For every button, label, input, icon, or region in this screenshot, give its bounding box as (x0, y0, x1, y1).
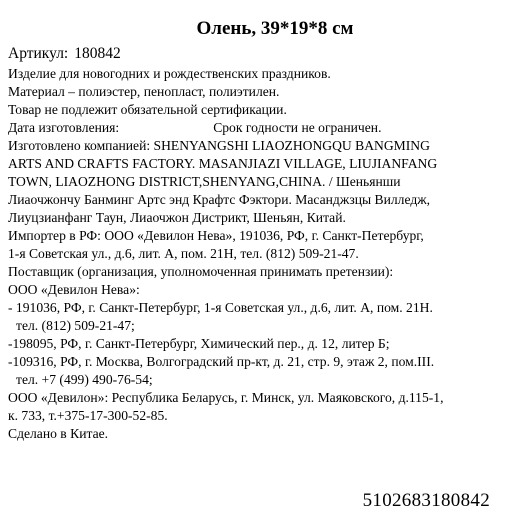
label-body (8, 44, 523, 443)
article-number: 180842 (74, 45, 121, 62)
manufacture-date-label: Дата изготовления: (8, 120, 120, 135)
supplier-address-2: -198095, РФ, г. Санкт-Петербург, Химический пер., д. 12, литер Б; (8, 336, 390, 351)
supplier-phone-2: тел. +7 (499) 490-76-54; (16, 372, 153, 387)
importer-line-1: Импортер в РФ: ООО «Девилон Нева», 191036, РФ, г. Санкт-Петербург, (8, 228, 424, 243)
manufacturer-line-2: ARTS AND CRAFTS FACTORY. MASANJIAZI VILLAGE, LIUJIANFANG (8, 156, 438, 171)
manufacturer-line-4: Лиаочжончу Банминг Артс энд Крафтс Фэктори. Масанджзцы Вилледж, (8, 192, 431, 207)
certification-line: Товар не подлежит обязательной сертификации. (8, 102, 287, 117)
supplier-address-3: -109316, РФ, г. Москва, Волгоградский пр-кт, д. 21, стр. 9, этаж 2, пом.III. (8, 354, 435, 369)
manufacturer-line-5: Лиуцзианфанг Таун, Лиаочжон Дистрикт, Шеньян, Китай. (8, 210, 346, 225)
manufacturer-line-3: TOWN, LIAOZHONG DISTRICT,SHENYANG,CHINA. / Шеньянши (8, 174, 401, 189)
supplier-address-1: - 191036, РФ, г. Санкт-Петербург, 1-я Советская ул., д.6, лит. А, пом. 21Н. (8, 300, 433, 315)
supplier-phone-1: тел. (812) 509-21-47; (16, 318, 135, 333)
product-title: Олень, 39*19*8 см (196, 18, 354, 39)
belarus-line-2: к. 733, т.+375-17-300-52-85. (8, 408, 168, 423)
material-line: Материал – полиэстер, пенопласт, полиэтилен. (8, 84, 280, 99)
belarus-line-1: ООО «Девилон»: Республика Беларусь, г. Минск, ул. Маяковского, д.115-1, (8, 390, 444, 405)
supplier-line-1: Поставщик (организация, уполномоченная принимать претензии): (8, 264, 394, 279)
barcode-number: 5102683180842 (362, 490, 490, 511)
importer-line-2: 1-я Советская ул., д.6, лит. А, пом. 21Н, тел. (812) 509-21-47. (8, 246, 359, 261)
date-line (8, 119, 523, 137)
manufacturer-line-1: Изготовлено компанией: SHENYANGSHI LIAOZHONGQU BANGMING (8, 138, 430, 153)
article-line (8, 44, 523, 64)
supplier-line-2: ООО «Девилон Нева»: (8, 282, 140, 297)
purpose-line: Изделие для новогодних и рождественских праздников. (8, 66, 331, 81)
article-label: Артикул: (8, 45, 69, 62)
origin-line: Сделано в Китае. (8, 426, 109, 441)
expiry-text: Срок годности не ограничен. (213, 120, 382, 135)
